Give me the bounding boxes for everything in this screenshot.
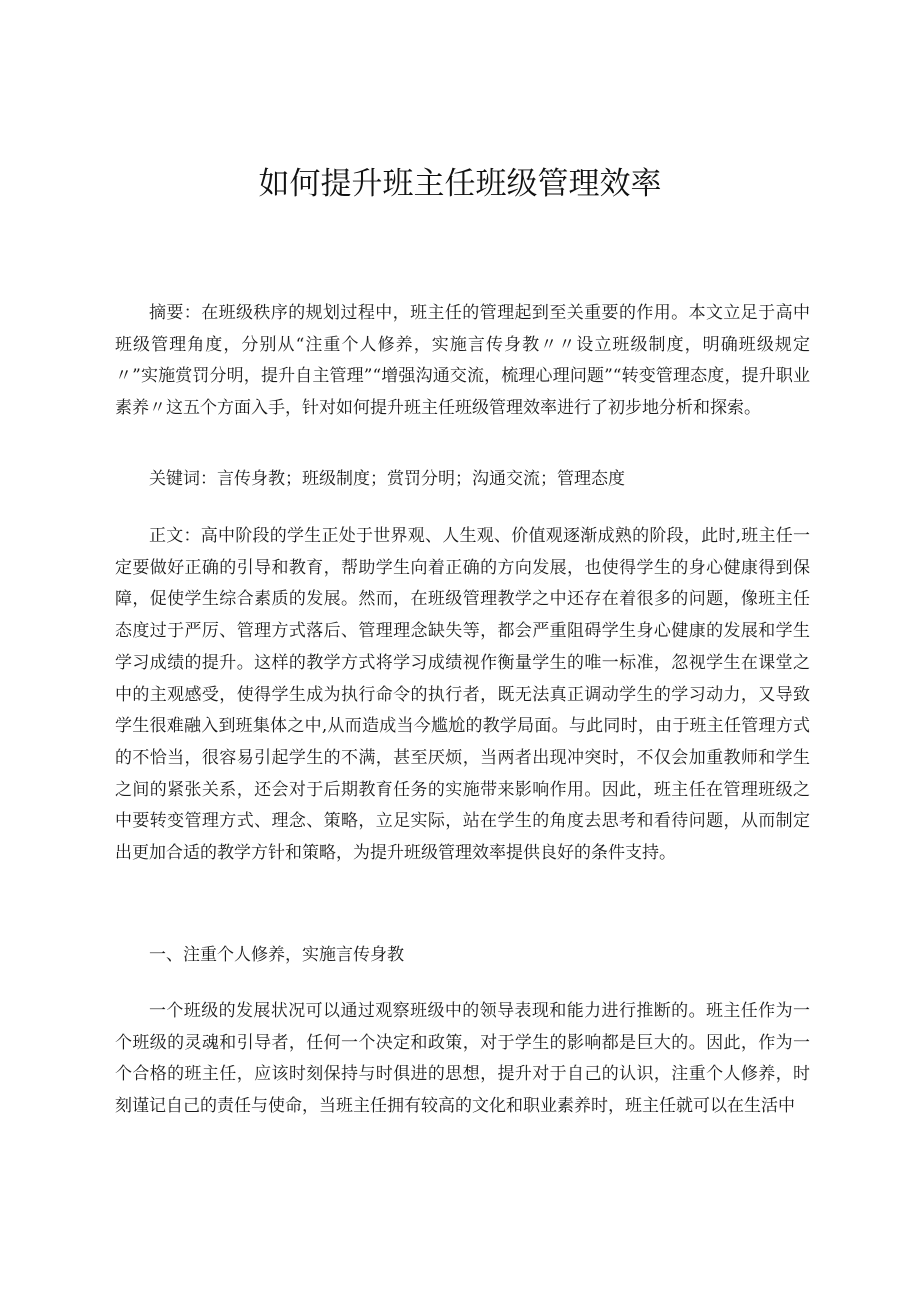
abstract-paragraph [115,298,810,425]
section-paragraph-text: 一个班级的发展状况可以通过观察班级中的领导表现和能力进行推断的。班主任作为一个班级的灵魂和引导者，任何一个决定和政策，对于学生的影响都是巨大的。因此，作为一个合格的班主任，应该时刻保持与时俱进的思想，提升对于自己的认识，注重个人修养，时刻谨记自己的责任与使命，当班主任拥有较高的文化和职业素养时，班主任就可以在生活中 [115,1001,810,1117]
abstract-text: 摘要：在班级秩序的规划过程中，班主任的管理起到至关重要的作用。本文立足于高中班级管理角度，分别从“注重个人修养，实施言传身教〃〃设立班级制度，明确班级规定〃”实施赏罚分明，提升自主管理”“增强沟通交流，梳理心理问题”“转变管理态度，提升职业素养〃这五个方面入手，针对如何提升班主任班级管理效率进行了初步地分析和探索。 [115,303,810,419]
body-paragraph [115,521,810,870]
keywords-paragraph [115,464,810,496]
section-heading-text: 一、注重个人修养，实施言传身教 [149,945,404,965]
keywords-text: 关键词：言传身教；班级制度；赏罚分明；沟通交流；管理态度 [149,469,625,489]
document-title: 如何提升班主任班级管理效率 [258,166,662,202]
section-heading [115,940,810,972]
section-paragraph [115,996,810,1123]
body-text: 正文：高中阶段的学生正处于世界观、人生观、价值观逐渐成熟的阶段，此时,班主任一定要做好正确的引导和教育，帮助学生向着正确的方向发展，也使得学生的身心健康得到保障，促使学生综合素质的发展。然而，在班级管理教学之中还存在着很多的问题，像班主任态度过于严厉、管理方式落后、管理理念缺失等，都会严重阻碍学生身心健康的发展和学生学习成绩的提升。这样的教学方式将学习成绩视作衡量学生的唯一标准，忽视学生在课堂之中的主观感受，使得学生成为执行命令的执行者，既无法真正调动学生的学习动力，又导致学生很难融入到班集体之中,从而造成当今尴尬的教学局面。与此同时，由于班主任管理方式的不恰当，很容易引起学生的不满，甚至厌烦，当两者出现冲突时，不仅会加重教师和学生之间的紧张关系，还会对于后期教育任务的实施带来影响作用。因此，班主任在管理班级之中要转变管理方式、理念、策略，立足实际，站在学生的角度去思考和看待问题，从而制定出更加合适的教学方针和策略，为提升班级管理效率提供良好的条件支持。 [115,526,810,864]
